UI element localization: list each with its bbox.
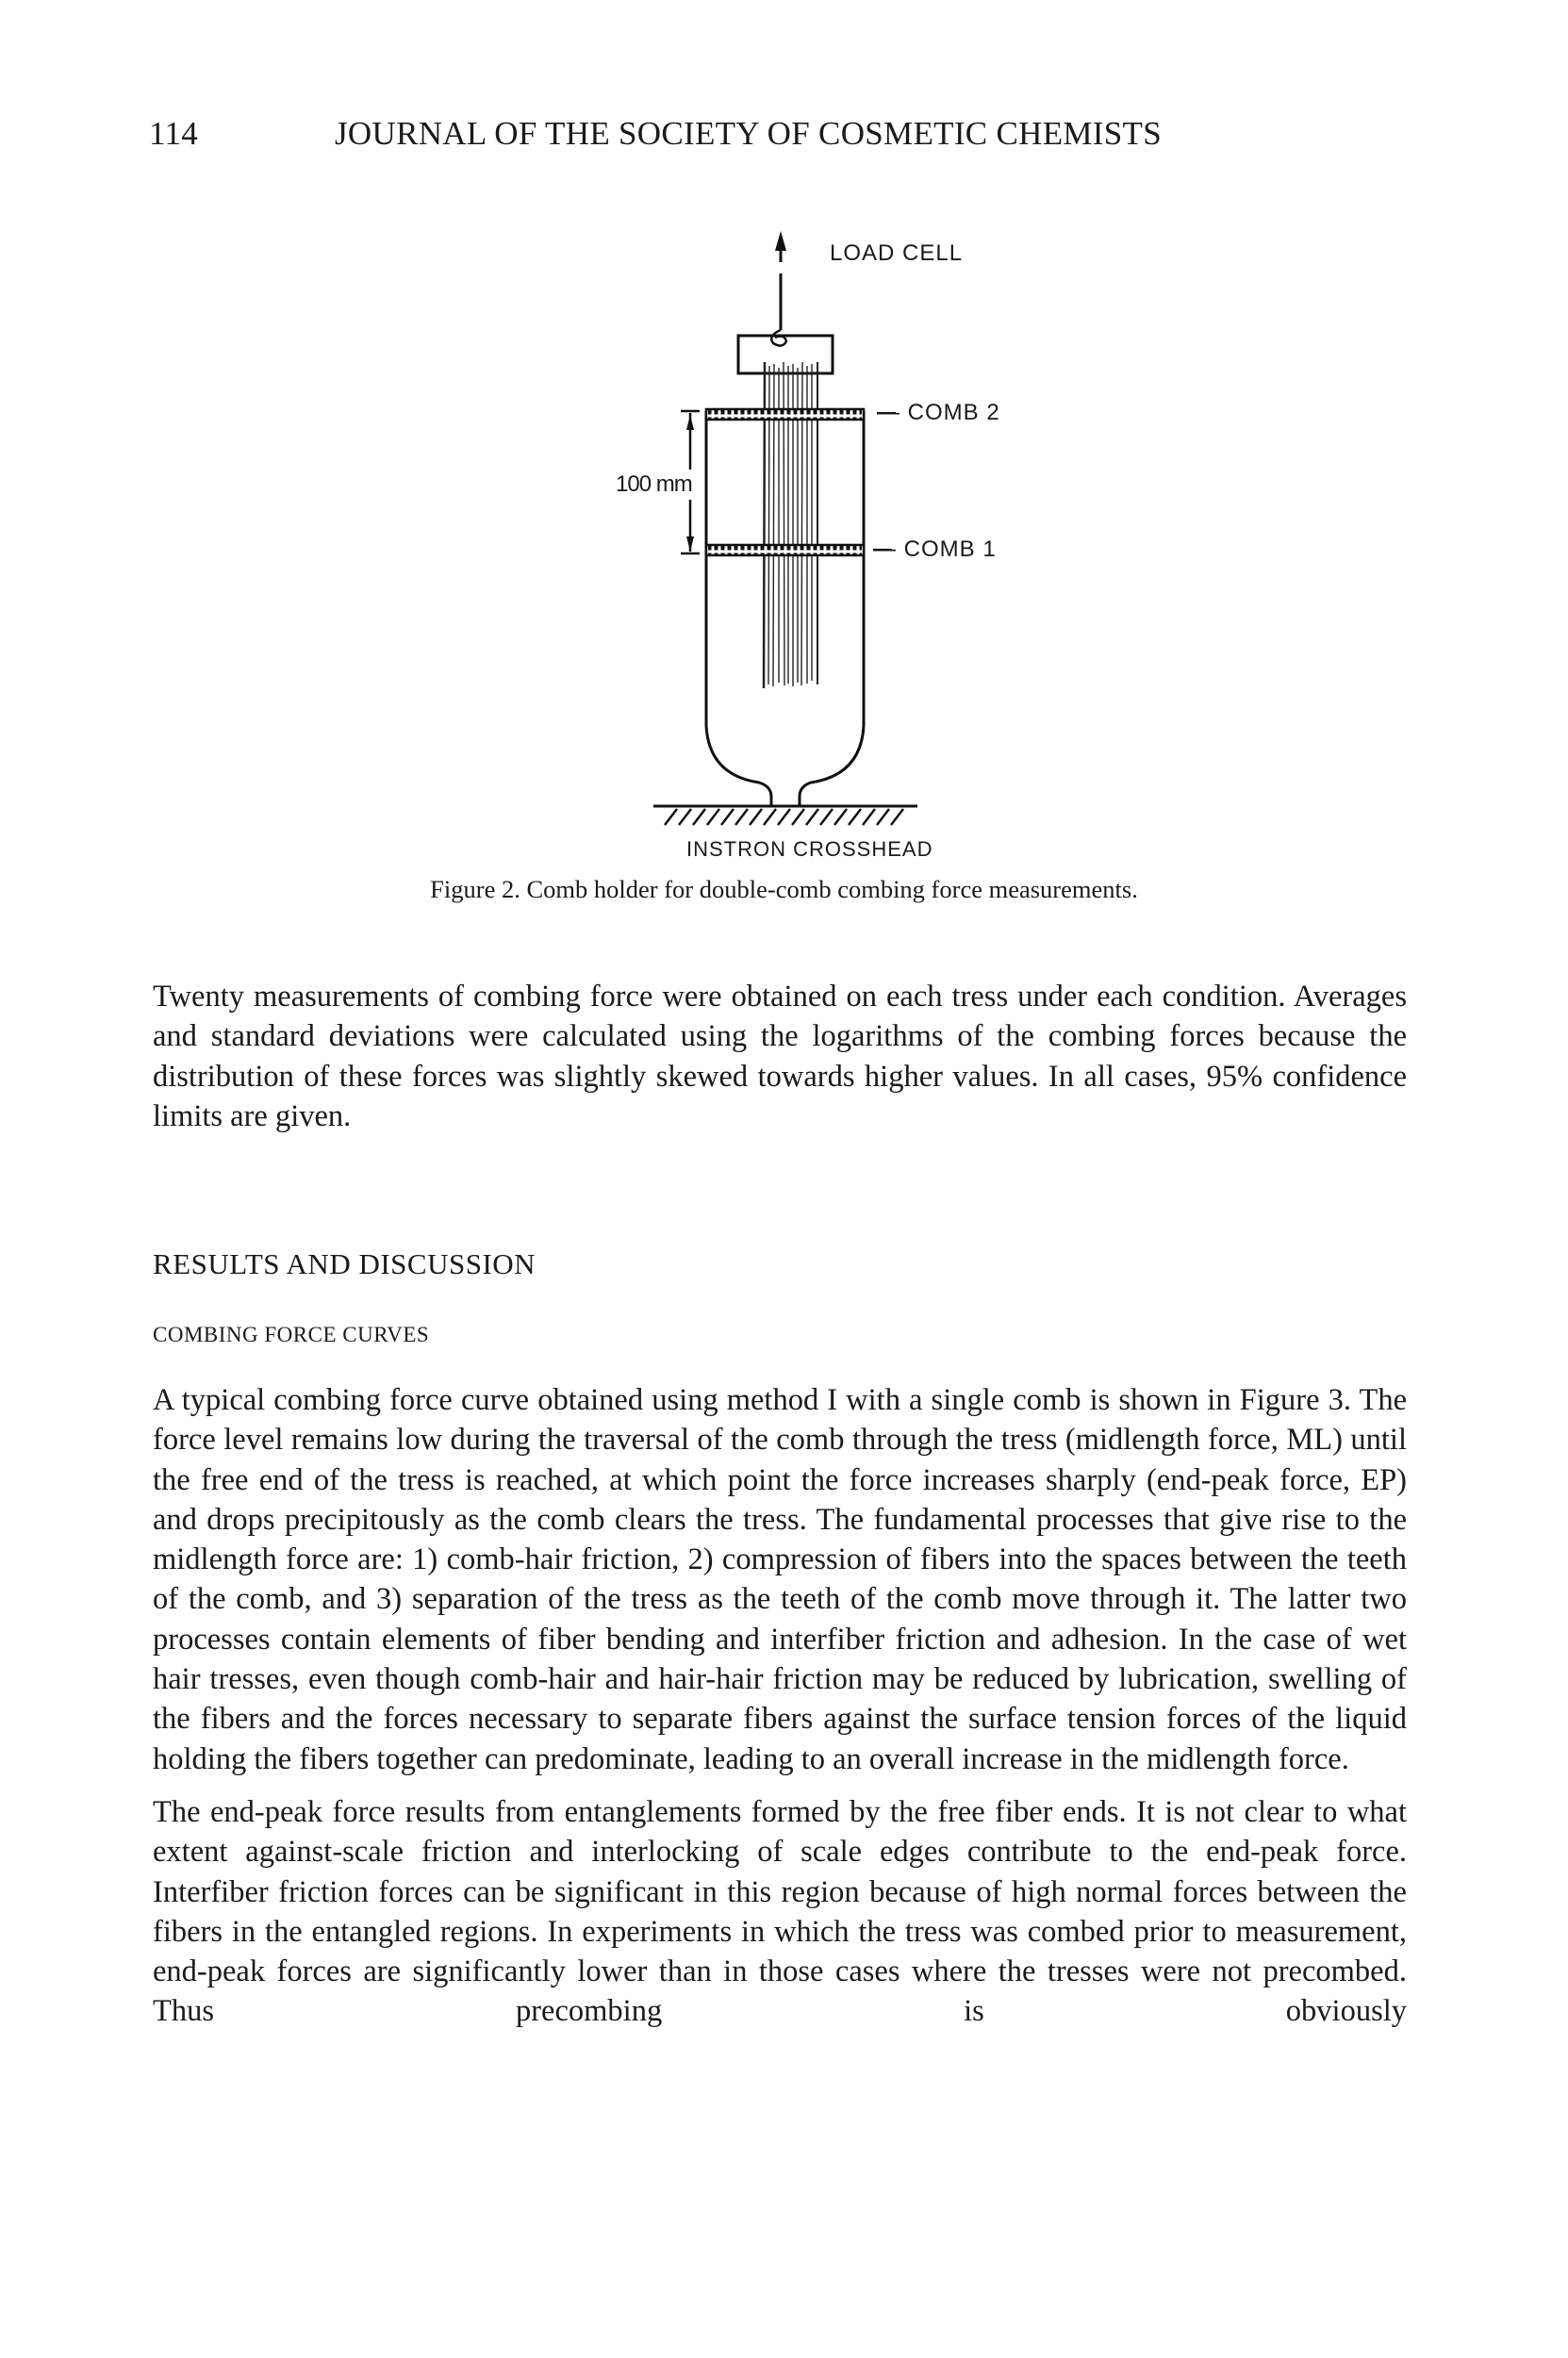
- figure-comb-holder: [0, 0, 1568, 943]
- figure-caption: [0, 875, 1568, 904]
- comb-holder-diagram: [0, 0, 1568, 943]
- paragraph: A typical combing force curve obtained using method I with a single comb is shown in Figure 3. The force level remains low during the traversal of the comb through the tress (midlength force, ML) until the free end of the tress is reached, at which point the force increases sharply (end-peak force, EP) and drops precipitously as the comb clears the tress. The fundamental processes that give rise to the midlength force are: 1) comb-hair friction, 2) compression of fibers into the spaces between the teeth of the comb, and 3) separation of the tress as the teeth of the comb move through it. The latter two processes contain elements of fiber bending and interfiber friction and adhesion. In the case of wet hair tresses, even though comb-hair and hair-hair friction may be reduced by lubrication, swelling of the fibers and the forces necessary to separate fibers against the surface tension forces of the liquid holding the fibers together can predominate, leading to an overall increase in the midlength force.: [153, 1383, 1407, 1776]
- methods-paragraph-block: [153, 977, 1407, 1149]
- figure-number: Figure 2.: [430, 875, 520, 903]
- figure-caption-text: Comb holder for double-comb combing force measurements.: [526, 875, 1138, 903]
- dimension-label: 100 mm: [616, 471, 692, 497]
- subsection-heading: COMBING FORCE CURVES: [153, 1323, 430, 1346]
- crosshead-hatching: [665, 809, 903, 825]
- results-body: [153, 1380, 1407, 2045]
- instron-crosshead-label: INSTRON CROSSHEAD: [686, 837, 933, 861]
- comb-1-label: — COMB 1: [873, 536, 997, 562]
- comb-1: [706, 545, 864, 555]
- section-heading: RESULTS AND DISCUSSION: [153, 1247, 536, 1280]
- comb-2-label: — COMB 2: [877, 400, 1000, 425]
- load-cell-arrow-icon: [775, 231, 786, 251]
- journal-title: JOURNAL OF THE SOCIETY OF COSMETIC CHEMISTS: [335, 115, 1162, 152]
- paragraph: Twenty measurements of combing force were obtained on each tress under each condition. Averages and standard deviations were calculated using the logarithms of the combing forces because the distribution of these forces was slightly skewed towards higher values. In all cases, 95% confidence limits are given.: [153, 980, 1407, 1133]
- page-number: 114: [149, 115, 199, 152]
- comb-2: [706, 409, 864, 420]
- paragraph: The end-peak force results from entanglements formed by the free fiber ends. It is not clear to what extent against-scale friction and interlocking of scale edges contribute to the end-peak force. Interfiber friction forces can be significant in this region because of high normal forces between the fibers in the entangled regions. In experiments in which the tress was combed prior to measurement, end-peak forces are significantly lower than in those cases where the tresses were not precombed. Thus precombing is obviously: [153, 1794, 1407, 2029]
- load-cell-label: LOAD CELL: [830, 240, 964, 266]
